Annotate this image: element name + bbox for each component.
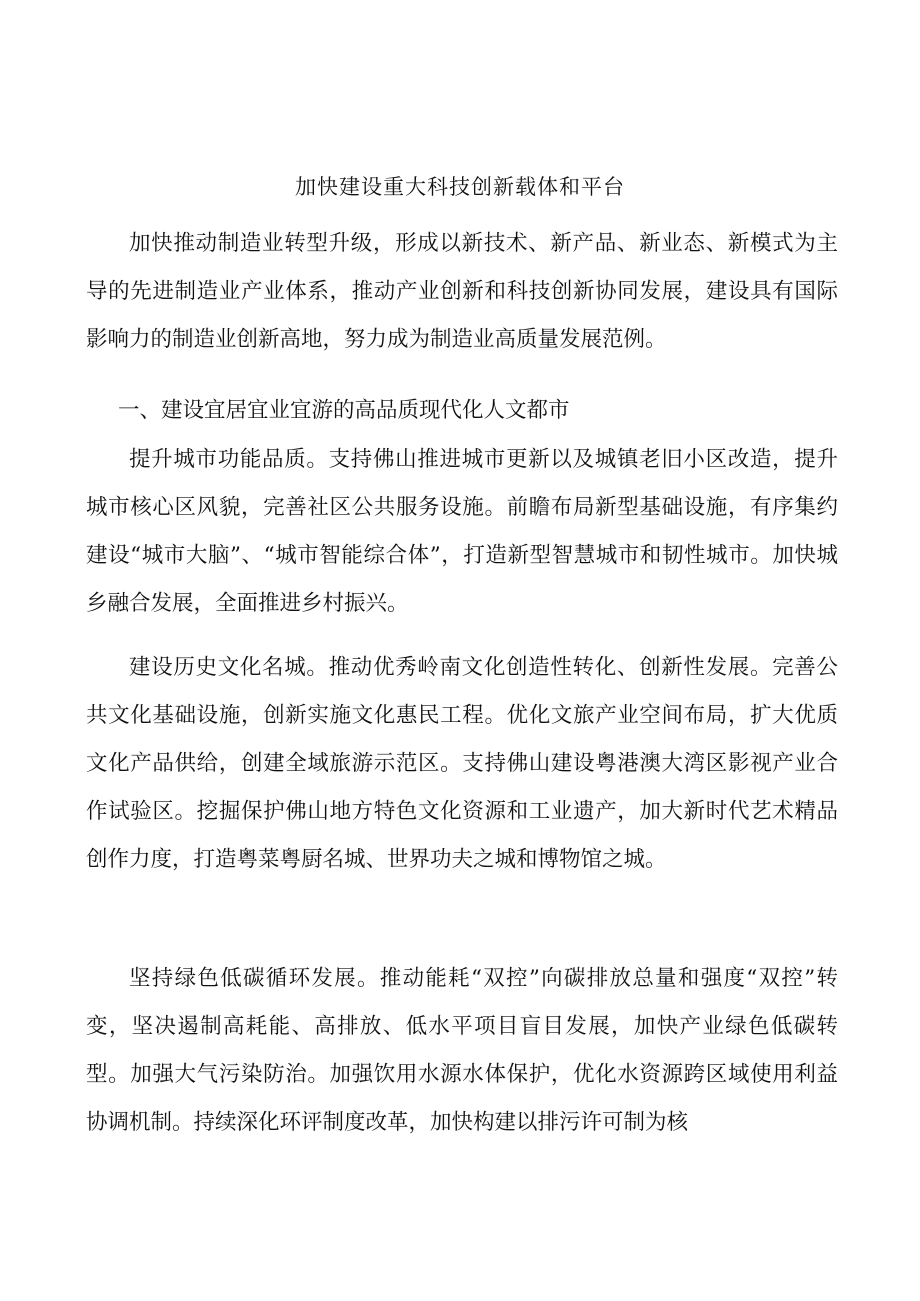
intro-paragraph: 加快推动制造业转型升级，形成以新技术、新产品、新业态、新模式为主导的先进制造业产业体系，推动产业创新和科技创新协同发展，建设具有国际影响力的制造业创新高地，努力成为制造业高质量发展范例。 — [86, 231, 838, 352]
document-title: 加快建设重大科技创新载体和平台 — [295, 175, 625, 199]
paragraph-urban-function: 提升城市功能品质。支持佛山推进城市更新以及城镇老旧小区改造，提升城市核心区风貌，完善社区公共服务设施。前瞻布局新型基础设施，有序集约建设“城市大脑”、“城市智能综合体”，打造新型智慧城市和韧性城市。加快城乡融合发展，全面推进乡村振兴。 — [86, 447, 838, 616]
section-heading: 一、建设宜居宜业宜游的高品质现代化人文都市 — [118, 398, 570, 423]
paragraph-green-development: 坚持绿色低碳循环发展。推动能耗“双控”向碳排放总量和强度“双控”转变，坚决遏制高耗能、高排放、低水平项目盲目发展，加快产业绿色低碳转型。加强大气污染防治。加强饮用水源水体保护，优化水资源跨区域使用利益协调机制。持续深化环评制度改革，加快构建以排污许可制为核 — [86, 966, 838, 1135]
paragraph-historic-city: 建设历史文化名城。推动优秀岭南文化创造性转化、创新性发展。完善公共文化基础设施，创新实施文化惠民工程。优化文旅产业空间布局，扩大优质文化产品供给，创建全域旅游示范区。支持佛山建设粤港澳大湾区影视产业合作试验区。挖掘保护佛山地方特色文化资源和工业遗产，加大新时代艺术精品创作力度，打造粤菜粤厨名城、世界功夫之城和博物馆之城。 — [86, 655, 838, 872]
